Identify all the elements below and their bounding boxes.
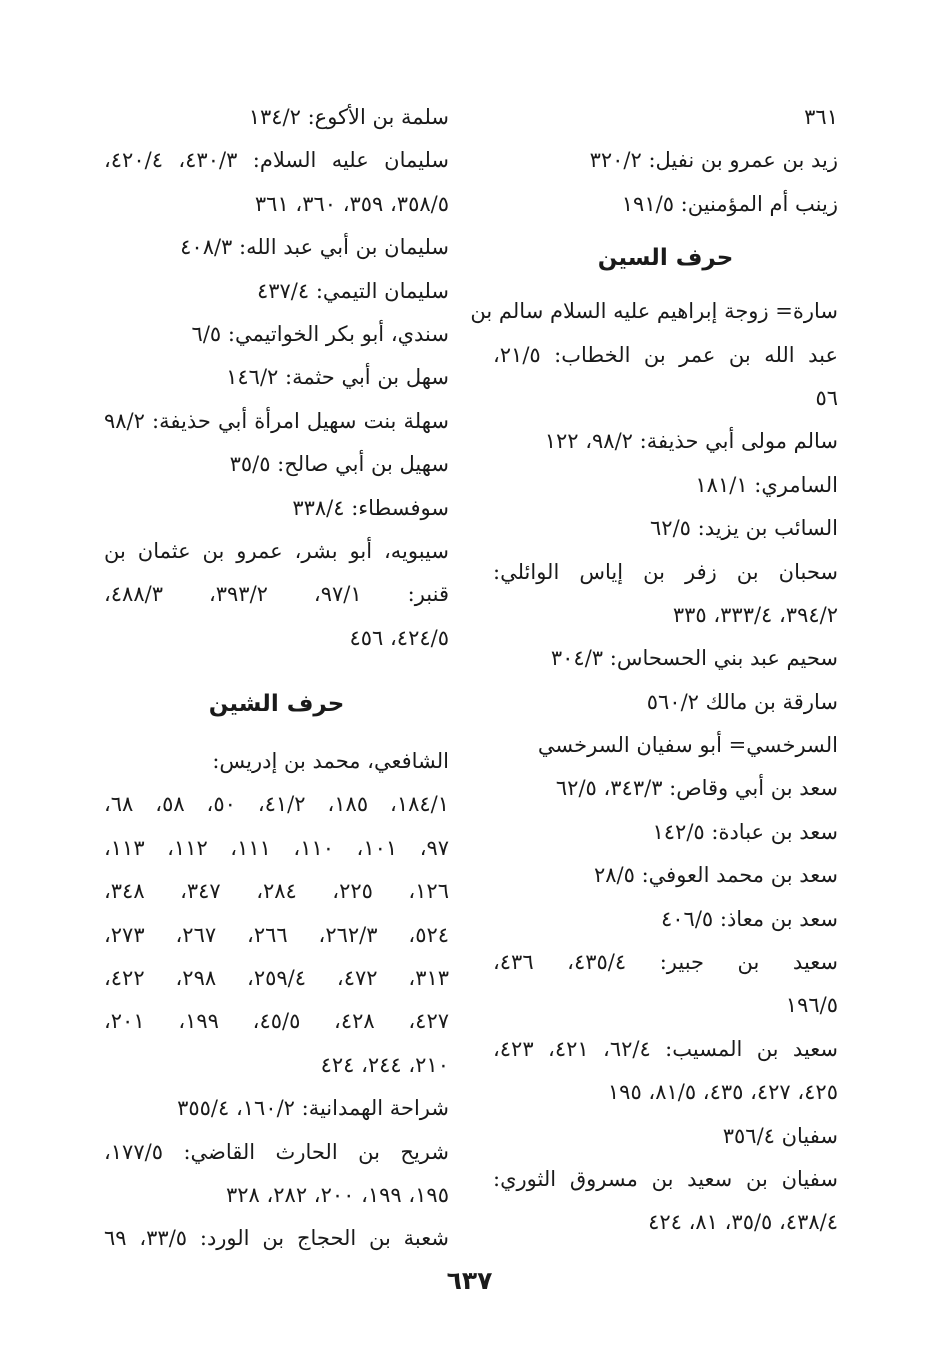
entry-line: سارة= زوجة إبراهيم عليه السلام سالم بن [470,299,838,324]
entry-line: ٥٢٤، ٢٦٢/٣، ٢٦٦، ٢٦٧، ٢٧٣، [104,922,450,947]
left-column [104,96,449,1261]
entry-line: ٣٦١ [804,105,838,129]
right-column-bottom-entries [470,290,839,1245]
entry-line: سارقة بن مالك ٥٦٠/٢ [646,689,838,714]
entry-line: سعد بن محمد العوفي: ٢٨/٥ [593,863,838,888]
entry-line: سفيان بن سعيد بن مسروق الثوري: [493,1166,838,1191]
entry-line: سعد بن عبادة: ١٤٢/٥ [652,819,838,844]
entry-line: سليمان بن أبي عبد الله: ٤٠٨/٣ [180,235,449,260]
entry-line: سحيم عبد بني الحسحاس: ٣٠٤/٣ [550,646,838,671]
entry-line: سالم مولى أبي حذيفة: ٩٨/٢، ١٢٢ [544,429,838,454]
entry-line: سلمة بن الأكوع: ١٣٤/٢ [248,105,449,129]
entry-line: زينب أم المؤمنين: ١٩١/٥ [621,191,838,216]
entry-line: الشافعي، محمد بن إدريس: [212,749,449,774]
entry-line: شريح بن الحارث القاضي: ١٧٧/٥، [104,1139,449,1164]
entry-line: ٩٧، ١٠١، ١١٠، ١١١، ١١٢، ١١٣، [104,835,450,860]
entry-line: ٤٢٥، ٤٢٧، ٤٣٥، ٨١/٥، ١٩٥ [607,1080,838,1105]
entry-line: ٤٢٧، ٤٢٨، ٤٥/٥، ١٩٩، ٢٠١، [104,1009,450,1034]
entry-line: سيبويه، أبو بشر، عمرو بن عثمان بن [104,538,449,563]
entry-line: زيد بن عمرو بن نفيل: ٣٢٠/٢ [589,148,838,173]
entry-line: سهيل بن أبي صالح: ٣٥/٥ [229,452,449,477]
entry-line: ١٢٦، ٢٢٥، ٢٨٤، ٣٤٧، ٣٤٨، [104,879,449,904]
entry-line: ٥٦ [815,385,838,410]
section-heading-shin: حرف الشين [208,691,345,718]
entry-line: سعيد بن جبير: ٤٣٥/٤، ٤٣٦، [493,950,839,975]
entry-line: ١٩٥، ١٩٩، ٢٠٠، ٢٨٢، ٣٢٨ [225,1182,449,1207]
entry-line: سفيان ٣٥٦/٤ [722,1123,838,1148]
right-column-top-entries [493,96,838,226]
entry-line: ٣٥٨/٥، ٣٥٩، ٣٦٠، ٣٦١ [254,191,449,216]
entry-line: سليمان التيمي: ٤٣٧/٤ [256,278,449,303]
entry-line: سهلة بنت سهيل امرأة أبي حذيفة: ٩٨/٢ [104,408,449,433]
entry-line: السرخسي= أبو سفيان السرخسي [537,733,838,758]
entry-line: ٢١٠، ٢٤٤، ٤٢٤ [320,1052,449,1077]
entry-line: سحبان بن زفر بن إياس الوائلي: [493,559,838,584]
entry-line: قنبر: ٩٧/١، ٣٩٣/٢، ٤٨٨/٣، [104,582,449,607]
entry-line: سهل بن أبي حثمة: ١٤٦/٢ [226,365,449,390]
entry-line: سعيد بن المسيب: ٦٢/٤، ٤٢١، ٤٢٣، [493,1036,839,1061]
entry-line: شراحة الهمدانية: ١٦٠/٢، ٣٥٥/٤ [177,1096,449,1121]
entry-line: ٤٢٤/٥، ٤٥٦ [349,625,449,650]
entry-line: السائب بن يزيد: ٦٢/٥ [650,516,838,541]
entry-line: سوفسطاء: ٣٣٨/٤ [292,495,449,520]
entry-line: ٣١٣، ٤٧٢، ٢٥٩/٤، ٢٩٨، ٤٢٢، [104,966,450,991]
entry-line: سعد بن أبي وقاص: ٣٤٣/٣، ٦٢/٥ [555,776,838,801]
entry-line: ٣٩٤/٢، ٣٣٣/٤، ٣٣٥ [672,602,838,627]
right-column [470,96,839,1245]
section-heading-sin: حرف السين [597,245,734,272]
left-column-top-entries [104,96,449,660]
entry-line: ٤٣٨/٤، ٣٥/٥، ٨١، ٤٢٤ [648,1210,838,1235]
entry-line: عبد الله بن عمر بن الخطاب: ٢١/٥، [493,342,838,367]
entry-line: سندي، أبو بكر الخواتيمي: ٦/٥ [191,321,449,346]
entry-line: ١٨٤/١، ١٨٥، ٤١/٢، ٥٠، ٥٨، ٦٨، [104,792,450,817]
entry-line: سليمان عليه السلام: ٤٣٠/٣، ٤٢٠/٤، [104,148,450,173]
entry-line: شعبة بن الحجاج بن الورد: ٣٣/٥، ٦٩ [104,1226,449,1251]
entry-line: ١٩٦/٥ [785,993,838,1018]
entry-line: السامري: ١٨١/١ [695,472,838,497]
left-column-bottom-entries [104,740,449,1261]
page-number: ٦٣٧ [446,1266,493,1295]
entry-line: سعد بن معاذ: ٤٠٦/٥ [660,906,838,931]
